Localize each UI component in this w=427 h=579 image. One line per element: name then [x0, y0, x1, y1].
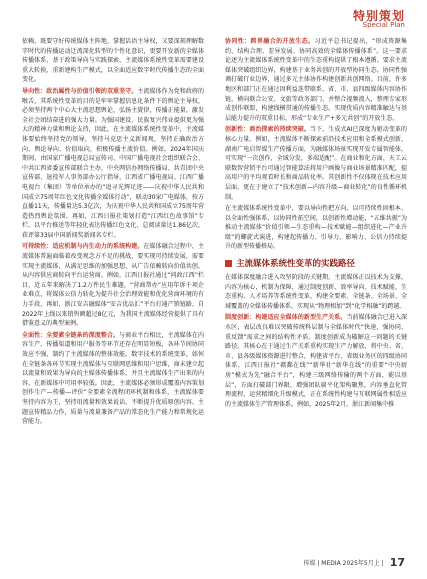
paragraph: 创新性：商治探索的持续突破。当下，生成式AI已深度为驱动变革的核心力量。例如，主流媒体不断探索前沿技术应用和全系模式创新，湖南广电启智媒生产传播方面，为融媒体场景实现开发专属智能体，可实现“一次创作，全域分发，多端适配”。在商业和化方面，天工云联数智营销平台可通过智能算法将用户画像与商业场景精准匹配，提高用户的平均观看时长和商品转化率。其创新性不仅体现在技术应用层面，更在于建立了“技术创新—内容升级—商业转化”的良性循环机制。: [225, 126, 407, 201]
paragraph: 全面性：全要素全链条的深度整合。与商业平台相比，主流媒体在内容生产、传播渠道和用户服务等环节还存在明显短板，各环节间协同效应不强，制约了主流媒体的整体效能。数字技术的系统变革，如何在全链条各环节实现主流媒体与互联网思维和用户思维，商未建立起以流量和效果为导向的主媒体传播体系，并且主流媒体生产出来的内容，在新媒体中可用率较低。因此，主流媒体必须形成覆盖内容策划创作生产—传播—评价”全要素全流程闭环机制和体系，主流媒体要坚持内容为王，坚持用流量和效果说话，不断提升优质原创内容、主题宣传精品力作，质量与流量兼备产品的常态化生产能力和常规化运营能力。: [22, 331, 204, 426]
section-title: 特别策划: [352, 9, 405, 23]
paragraph: 可持续性：适应机制与内生动力的系统构建。在媒体融合过程中，主流媒体普遍面临着改变观念方不足的挑战，要实现可持续发展，需要实现主流媒体，从满足思维的加强思想，从广告依赖转向价值共创，从内容供应商转向平台运营商。例如，江西日报社通过“问政江西”栏目，近五年来解决了1.2万件民生难题，“营商帮办”应用年诉千项企业难点，将媒体公信力转化为提升社会治理效能和优化营商环境的有力手段，再如，浙江安吉融媒体“安吉优品汇”平台打通产销链路，自2022年上线以来销售额超过8亿元，为我国主流媒体经营提供了具有借鉴意义的典型案例。: [22, 243, 204, 328]
section-heading: 主流媒体系统性变革的实践路径: [225, 257, 407, 269]
section-subtitle: Special Plan: [362, 21, 405, 29]
heading-square-icon: [225, 260, 232, 267]
left-column: [22, 37, 204, 547]
paragraph: 在主流媒体系统性变革中，要以导向性把方向、以可持续性固根本、以全面性强体系、以协同性拓空间，以创新性增动能，“五维共振”为推动主流媒体“价值引领—生态重构—技术赋能—组织进化—产业升级”的螺旋式演进，构建起传播力、引导力、影响力、公信力持续提升的新型传播格局。: [225, 205, 407, 251]
paragraph: 导向性：政治属性与价值引领的双重坚守。主流媒体作为党和政府的喉舌，其系统性变革的目的是牢牢掌握信息化条件下的舆论主导权，必须坚持两个中心大主流思想舆论，弘扬主旋律，传播正能量，激发全社会团结奋进的强大力量。为强国建设、民族复兴伟业提供更为强大的精神力量和舆论支持，因此，在主流媒体系统性变革中，主流媒体要始终坚持党的领导，坚持马克思主义新闻观，坚持正确政治方向、舆论导向、价值取向，积极传播主流价值。例如，2024年国庆期间，由国家广播电视总局宣传司、中国广播电视社会组织联合会、中共江西省委宣传部联合主办，中央网信办网络传播局、共青团中央宣传部、退役军人事务部办公厅指导，江西省广播电视局、江西广播电视台（集团）等单位承办的“追寻光辉足迹——庆祝中华人民共和国成立75周年红色文化传播全媒体行动”，联动30家广电媒体，按方直播11天，传播量达5.3亿次，为庆祝中华人民共和国成立75周年营造热烈舆论氛围。再如，江西日报社策划打造“江西红色故事馆”专栏，以平台推送等年轻化表达传播红色文化，总阅读量达1.86亿次，获评第33届中国新闻奖新闻名专栏。: [22, 87, 204, 239]
paragraph: 协同性：跨界融合的开放生态。习近平总书记提出，“形成资源集约、结构合理、差异发展、协同高效的全媒体传播体系”。这一要求论述为主流媒体系统性变革中的生态重构提供了根本遵循。要求主流媒体突破组织边界，构建基于业务共创的开放型协同生态。协同性强调打破行业边界，通过多元主体协作构建创新共创网络。目前，许多地区和部门正在通过因利益连带联系、省、市、县四级媒体内容协作链，横向联合公安、文旅等政务部门，并整合视频流入，整理专家形成创作联盟，构建线横贯通的传播生态。实现优质内容精准触达与基层能力提升的双重目标，形成“专业生产+多元共创”的开放生态。: [225, 38, 407, 122]
paragraph: 在媒体深度融合进入攻坚阶段的关键期，主流媒体正以技术为支撑，内容为核心，机制为保障，通过制度创新、效率导向、技术赋能、生态重构、人才培养等系统性变革，构建全要素、全链条、全场景、全域覆盖的全媒体传播体系，实现从“物理相加”到“化学相融”的跨越。: [225, 274, 407, 310]
paragraph: 制度创新：构建适应全媒体的新型生产关系。当前媒体融合已进入深水区，表层改良难以突破传统科层制与全媒体时代“快速、强协同、重反馈”需求之间的结构性矛盾。制度创新成为破解这一问题的关键路径。其核心在于通过生产关系重构实现生产力解放，将中央、省、市、县各级媒体资源进行整合，构建省平台、省级业务区的四级协同体系，江西日报社“赣鄱在线”“新华社“新华在线”的重要“中央厨房”模式为先“融合平台”，构建三级网络传输的两个方面，能以基层”，方面打破部门界限，增强团队扁平化架构聚焦，内容垂直化管理流程，运营精细化升级模式，正在系统性构建与互联网属性相适应的主流媒体生产管理体系。例如，2025年2月，浙江新闻集中推: [225, 314, 407, 408]
right-column: [225, 37, 407, 547]
page-footer: [303, 556, 405, 569]
page-header: [0, 0, 427, 34]
page-number: 17: [389, 556, 405, 569]
paragraph: 依赖，既要守好传统媒体主阵地，掌握话语主导权，又要深刻理解数字时代的传播运动迁流深化转型的个性化意识，更要开发新的全媒体传播体系，基于政策导向与实践探索，主流媒体系统性变革需要建设重大转换，重新建构生产模式，以全面适应数字时代传播生态的全面变化。: [22, 38, 204, 84]
journal-info: 传媒 | MEDIA 2025年5月上 |: [303, 560, 384, 567]
